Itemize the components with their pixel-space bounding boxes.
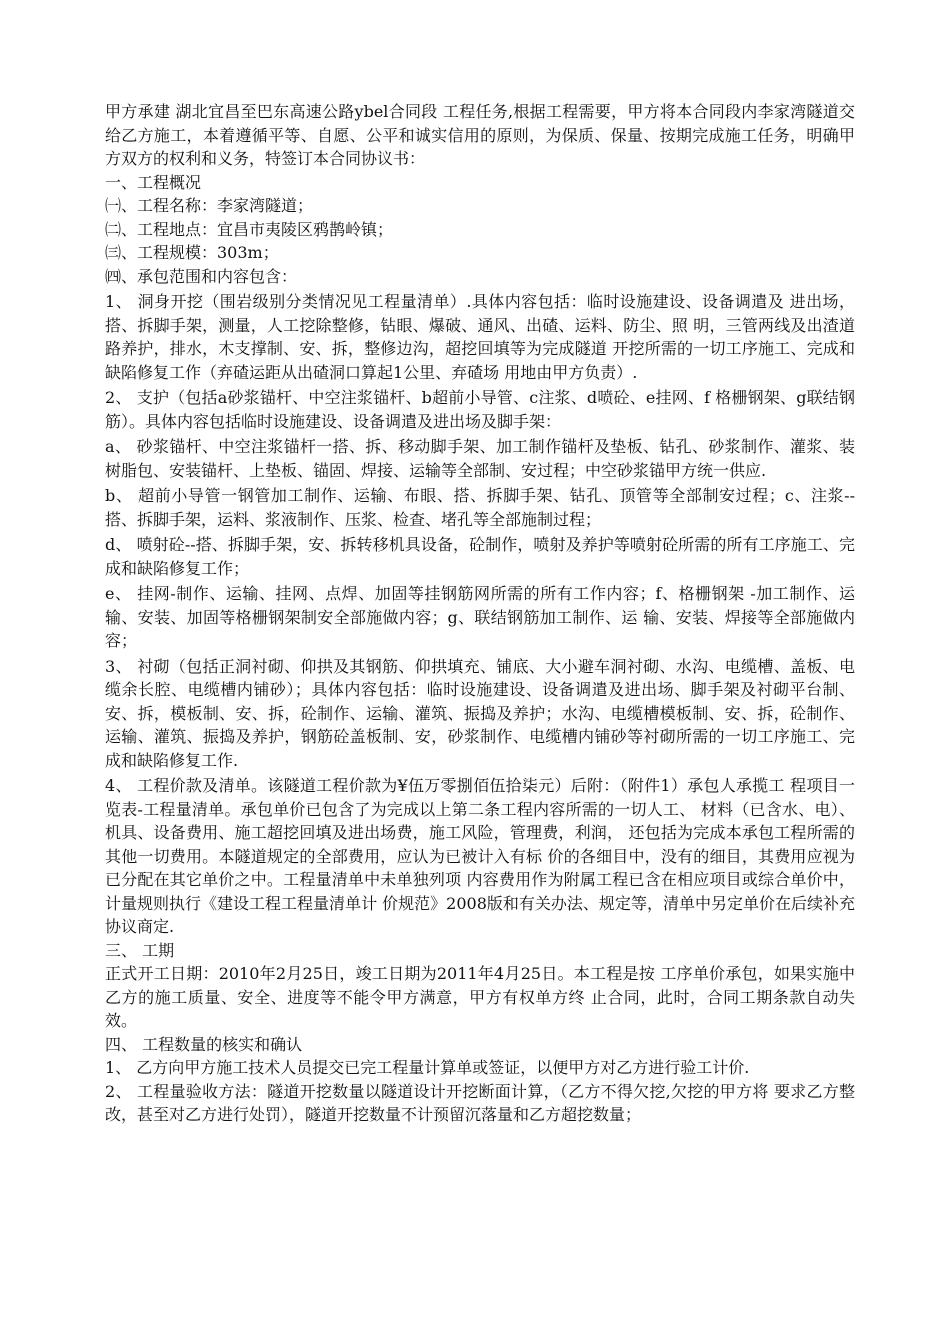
support-paragraph: 2、 支护（包括a砂浆锚杆、中空注浆锚杆、b超前小导管、c注浆、d喷砼、e挂网、f 格栅钢架、g联结钢筋）。具体内容包括临时设施建设、设备调遣及进出场及脚手架： — [105, 388, 855, 431]
project-name-line: ㈠、工程名称：李家湾隧道； — [105, 196, 314, 215]
mesh-paragraph: e、 挂网-制作、运输、挂网、点焊、加固等挂钢筋网所需的所有工作内容；f、格栅钢架 -加工制作、运输、安装、加固等格栅钢架制安全部施做内容；g、联结钢筋加工制作、运 输、安装、焊接等全部施做内容； — [105, 584, 855, 650]
section-heading-quantity-check: 四、 工程数量的核实和确认 — [105, 1034, 303, 1054]
small-pipe-paragraph: b、 超前小导管一钢管加工制作、运输、布眼、搭、拆脚手架、钻孔、顶管等全部制安过程；c、注浆--搭、拆脚手架，运料、浆液制作、压浆、检查、堵孔等全部施制过程； — [105, 486, 855, 529]
shotcrete-paragraph: d、 喷射砼--搭、拆脚手架，安、拆转移机具设备，砼制作，喷射及养护等喷射砼所需的所有工序施工、完成和缺陷修复工作； — [105, 535, 855, 578]
lining-paragraph: 3、 衬砌（包括正洞衬砌、仰拱及其钢筋、仰拱填充、铺底、大小避车洞衬砌、水沟、电缆槽、盖板、电缆余长腔、电缆槽内铺砂）；具体内容包括：临时设施建设、设备调遣及进出场、脚手架及衬砌平台制、安、拆，模板制、安、拆，砼制作、运输、灌筑、振捣及养护；水沟、电缆槽模板制、安、拆，砼制作、运输、灌筑、振捣及养护，钢筋砼盖板制、安，砂浆制作、电缆槽内铺砂等衬砌所需的一切工序施工、完成和缺陷修复工作. — [105, 656, 855, 770]
excavation-paragraph: 1、 洞身开挖（围岩级别分类情况见工程量清单）.具体内容包括：临时设施建设、设备调遣及 进出场，搭、拆脚手架，测量，人工挖除整修，钻眼、爆破、通风、出碴、运料、防尘、照 明，三管两线及出渣道路养护，排水，木支撑制、安、拆，整修边沟，超挖回填等为完成隧道 开挖所需的一切工序施工、完成和缺陷修复工作（弃碴运距从出碴洞口算起1公里、弃碴场 用地由甲方负责）. — [105, 292, 855, 382]
schedule-paragraph: 正式开工日期：2010年2月25日，竣工日期为2011年4月25日。本工程是按 工序单价承包，如果实施中乙方的施工质量、安全、进度等不能令甲方满意，甲方有权单方终 止合同，此时，合同工期条款自动失效。 — [105, 964, 855, 1030]
contract-document — [105, 100, 855, 1127]
anchor-paragraph: a、 砂浆锚杆、中空注浆锚杆一搭、拆、移动脚手架、加工制作锚杆及垫板、钻孔、砂浆制作、灌浆、装树脂包、安装锚杆、上垫板、锚固、焊接、运输等全部制、安过程；中空砂浆锚甲方统一供应. — [105, 437, 855, 480]
price-paragraph: 4、 工程价款及清单。该隧道工程价款为¥伍万零捌佰伍拾柒元）后附：（附件1）承包人承揽工 程项目一览表-工程量清单。承包单价已包含了为完成以上第二条工程内容所需的一切人工、 材料（已含水、电）、机具、设备费用、施工超挖回填及进出场费，施工风险，管理费，利润， 还包括为完成本承包工程所需的其他一切费用。本隧道规定的全部费用，应认为已被计入有标 价的各细目中，没有的细目，其费用应视为已分配在其它单价之中。工程量清单中未单独列项 内容费用作为附属工程已含在相应项目或综合单价中，计量规则执行《建设工程工程量清单计 价规范》2008版和有关办法、规定等，清单中另定单价在后续补充协议商定. — [105, 776, 855, 936]
section-heading-project-overview: 一、工程概况 — [105, 172, 202, 192]
project-location-line: ㈡、工程地点：宜昌市夷陵区鸦鹊岭镇； — [105, 219, 394, 239]
project-scale-line: ㈢、工程规模：303m； — [105, 243, 279, 262]
quantity-item-1: 1、 乙方向甲方施工技术人员提交已完工程量计算单或签证，以便甲方对乙方进行验工计价. — [105, 1058, 750, 1077]
contract-scope-line: ㈣、承包范围和内容包含： — [105, 266, 298, 286]
intro-paragraph: 甲方承建 湖北宜昌至巴东高速公路ybel合同段 工程任务,根据工程需要，甲方将本合同段内李家湾隧道交给乙方施工，本着遵循平等、自愿、公平和诚实信用的原则，为保质、保量、按期完成施工任务，明确甲方双方的权利和义务，特签订本合同协议书： — [105, 102, 855, 168]
section-heading-schedule: 三、 工期 — [105, 940, 175, 960]
quantity-item-2: 2、 工程量验收方法：隧道开挖数量以隧道设计开挖断面计算，（乙方不得欠挖,欠挖的甲方将 要求乙方整改，甚至对乙方进行处罚），隧道开挖数量不计预留沉落量和乙方超挖数量； — [105, 1081, 855, 1124]
